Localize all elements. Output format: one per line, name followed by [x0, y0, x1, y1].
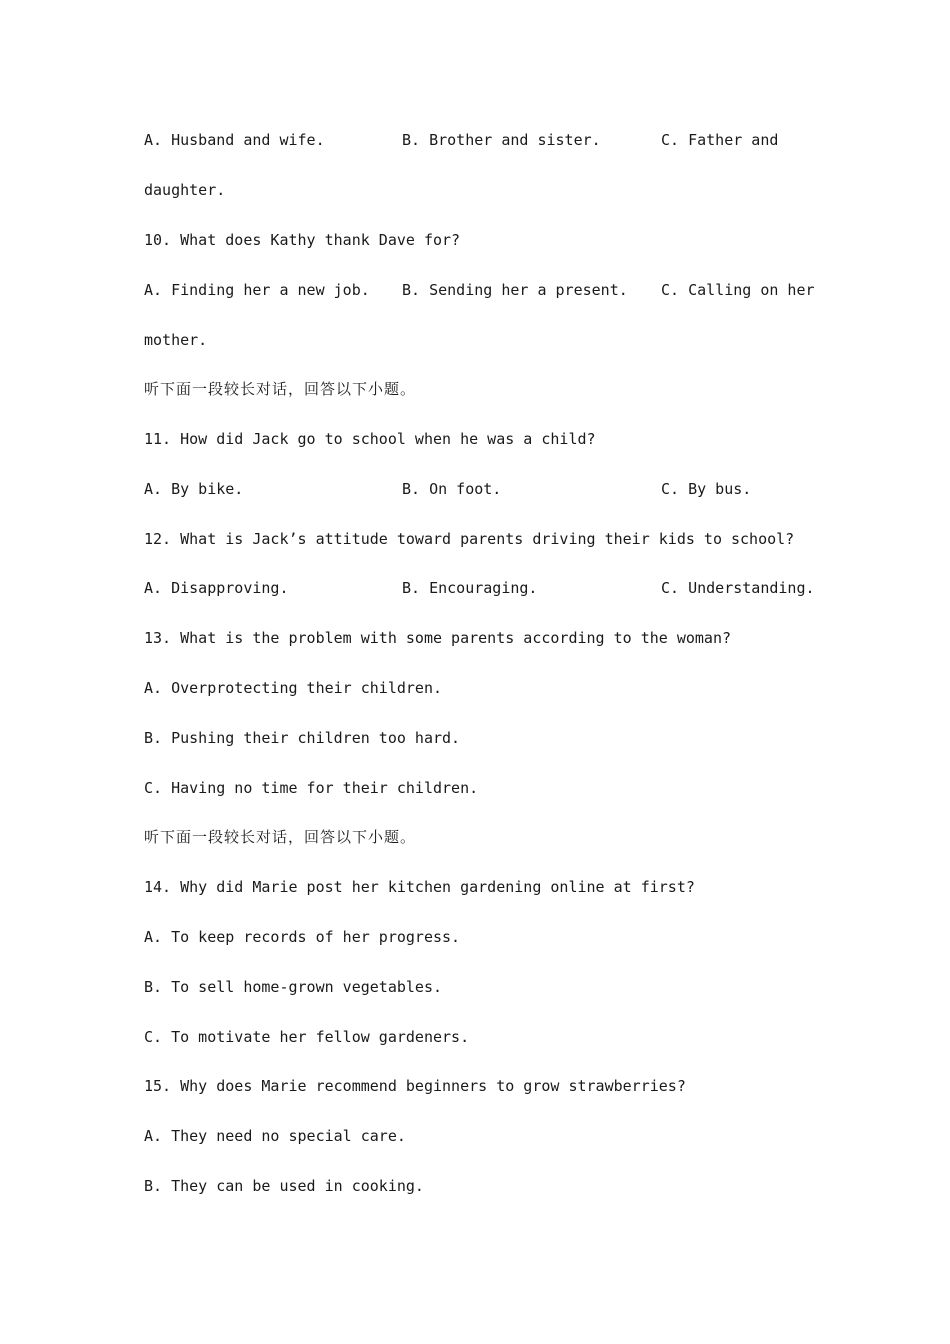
q12-options-row	[144, 578, 824, 598]
q9-option-c-continued: daughter.	[144, 181, 226, 199]
q11-option-b: B. On foot.	[402, 480, 502, 498]
q13-option-b: B. Pushing their children too hard.	[144, 729, 461, 747]
q10-option-c-continued: mother.	[144, 331, 208, 349]
q13-option-c: C. Having no time for their children.	[144, 779, 479, 797]
q11-options-row	[144, 479, 824, 499]
q9-options-row	[144, 130, 824, 150]
q14-option-a: A. To keep records of her progress.	[144, 928, 461, 946]
q14-option-c: C. To motivate her fellow gardeners.	[144, 1028, 470, 1046]
section-instruction-2: 听下面一段较长对话，回答以下小题。	[144, 828, 417, 846]
q11-question: 11. How did Jack go to school when he was a child?	[144, 430, 596, 448]
q15-option-b: B. They can be used in cooking.	[144, 1177, 424, 1195]
q10-option-c: C. Calling on her	[661, 281, 815, 299]
q9-option-c: C. Father and	[661, 131, 779, 149]
q12-option-c: C. Understanding.	[661, 579, 815, 597]
q15-option-a: A. They need no special care.	[144, 1127, 406, 1145]
q12-question: 12. What is Jack’s attitude toward parents driving their kids to school?	[144, 530, 795, 548]
q10-option-b: B. Sending her a present.	[402, 281, 628, 299]
q13-question: 13. What is the problem with some parents according to the woman?	[144, 629, 731, 647]
q12-option-a: A. Disapproving.	[144, 579, 289, 597]
q9-option-b: B. Brother and sister.	[402, 131, 601, 149]
q15-question: 15. Why does Marie recommend beginners to grow strawberries?	[144, 1077, 686, 1095]
section-instruction-1: 听下面一段较长对话，回答以下小题。	[144, 380, 417, 398]
q10-option-a: A. Finding her a new job.	[144, 281, 370, 299]
q11-option-c: C. By bus.	[661, 480, 752, 498]
q11-option-a: A. By bike.	[144, 480, 244, 498]
q10-options-row	[144, 280, 824, 300]
q12-option-b: B. Encouraging.	[402, 579, 538, 597]
q10-question: 10. What does Kathy thank Dave for?	[144, 231, 461, 249]
q13-option-a: A. Overprotecting their children.	[144, 679, 443, 697]
q9-option-a: A. Husband and wife.	[144, 131, 325, 149]
q14-question: 14. Why did Marie post her kitchen gardening online at first?	[144, 878, 695, 896]
q14-option-b: B. To sell home-grown vegetables.	[144, 978, 443, 996]
